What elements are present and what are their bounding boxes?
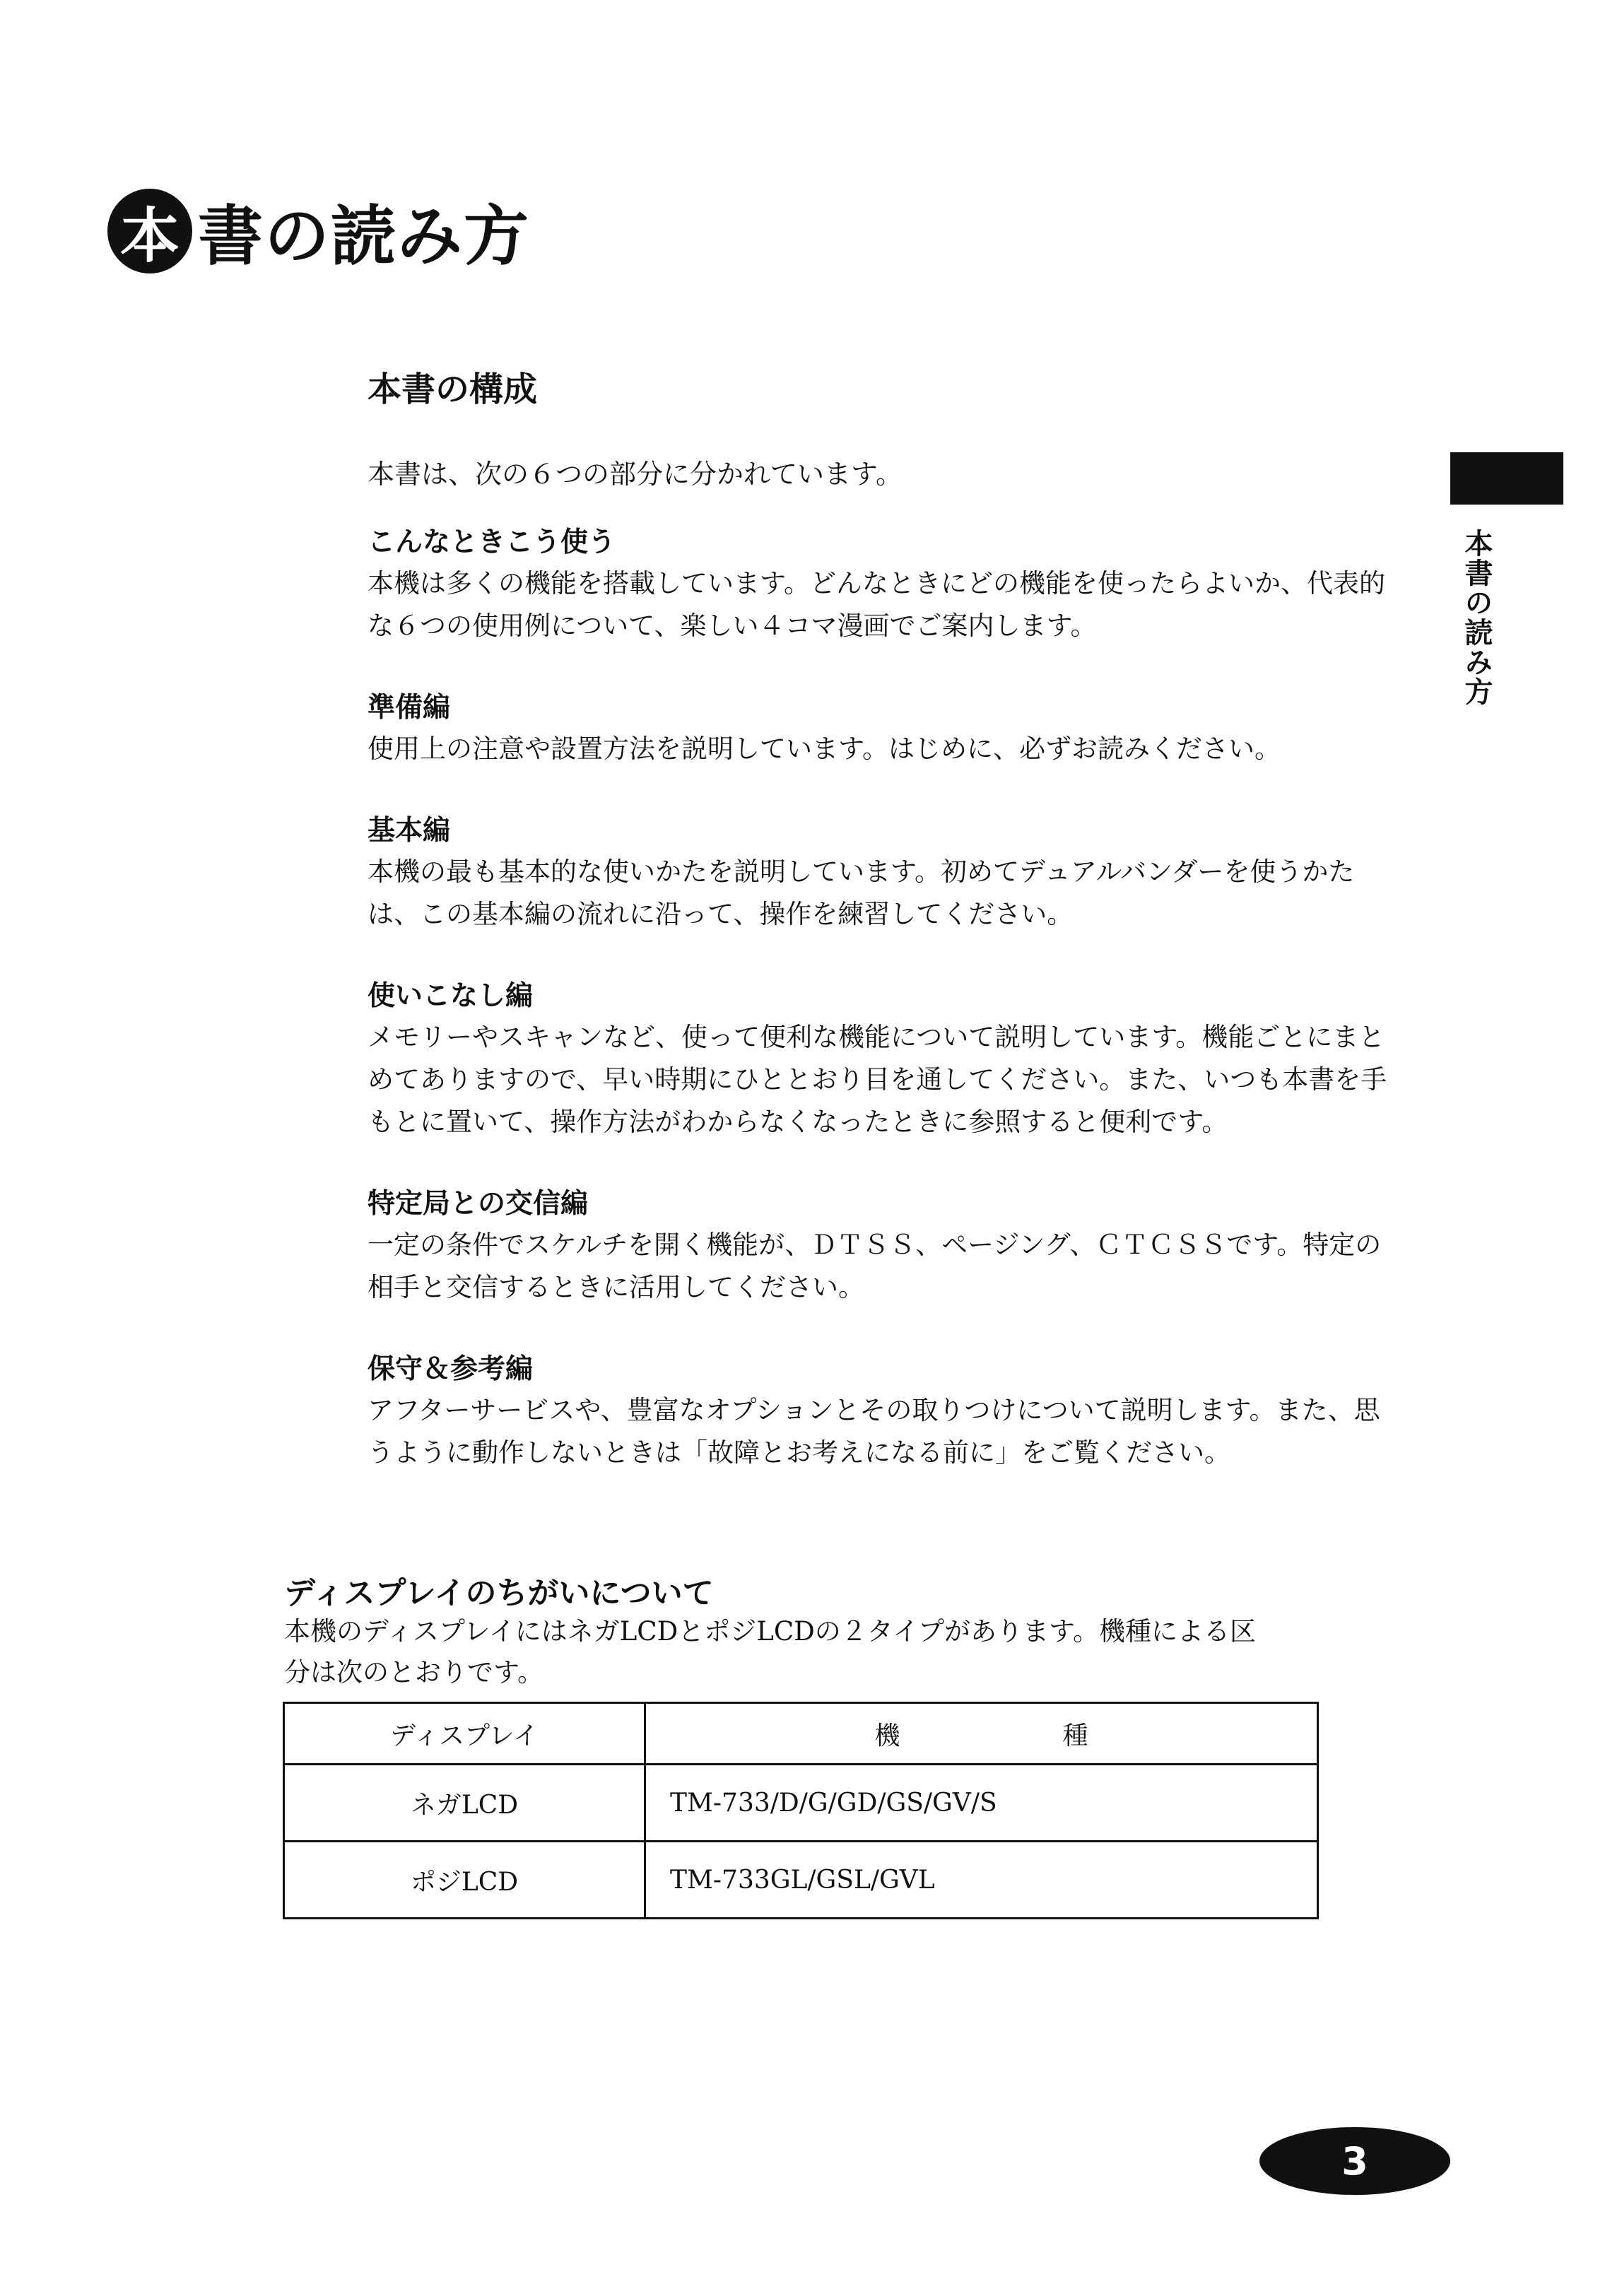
side-tab-label: 本書の読み方	[1460, 529, 1493, 707]
part-line: メモリーやスキャンなど、使って便利な機能について説明しています。機能ごとにまと	[368, 1022, 1385, 1052]
title-text: 書の読み方	[198, 199, 531, 274]
display-type-cell: ポジLCD	[284, 1842, 645, 1919]
display-line: 分は次のとおりです。	[284, 1657, 544, 1688]
part-description	[368, 1389, 1428, 1474]
part-line: 使用上の注意や設置方法を説明しています。はじめに、必ずお読みください。	[368, 734, 1281, 764]
part-description	[368, 728, 1428, 770]
part-item	[368, 1184, 1428, 1309]
part-description	[368, 1224, 1428, 1309]
part-line: 本機は多くの機能を搭載しています。どんなときにどの機能を使ったらよいか、代表的	[368, 568, 1386, 599]
model-cell: TM-733/D/G/GD/GS/GV/S	[645, 1765, 1318, 1842]
header-model-label: 機種	[874, 1721, 1251, 1750]
part-line: もとに置いて、操作方法がわからなくなったときに参照すると便利です。	[368, 1107, 1228, 1137]
page-number: 3	[1259, 2127, 1450, 2195]
header-model	[645, 1703, 1318, 1765]
structure-heading: 本書の構成	[368, 370, 538, 409]
part-line: うように動作しないときは「故障とお考えになる前に」をご覧ください。	[368, 1437, 1230, 1468]
table-row	[284, 1765, 1318, 1842]
part-title: 保守＆参考編	[368, 1353, 534, 1385]
structure-intro: 本書は、次の６つの部分に分かれています。	[368, 459, 903, 490]
part-line: 本機の最も基本的な使いかたを説明しています。初めてデュアルバンダーを使うかた	[368, 856, 1355, 887]
part-description	[368, 1016, 1428, 1143]
part-item	[368, 811, 1428, 936]
display-line: 本機のディスプレイにはネガLCDとポジLCDの２タイプがあります。機種による区	[284, 1616, 1256, 1647]
display-description	[284, 1611, 1330, 1693]
part-title: 基本編	[368, 815, 451, 847]
part-title: こんなときこう使う	[368, 526, 616, 558]
part-item	[368, 977, 1428, 1143]
part-line: は、この基本編の流れに沿って、操作を練習してください。	[368, 899, 1074, 929]
model-cell: TM-733GL/GSL/GVL	[645, 1842, 1318, 1919]
side-tab-marker	[1450, 452, 1563, 505]
header-display	[284, 1703, 645, 1765]
parts-list	[368, 523, 1428, 1515]
part-item	[368, 1350, 1428, 1474]
part-title: 準備編	[368, 692, 451, 724]
table-row	[284, 1842, 1318, 1919]
part-title: 使いこなし編	[368, 980, 534, 1012]
part-line: 相手と交信するときに活用してください。	[368, 1272, 864, 1302]
part-description	[368, 563, 1428, 647]
display-heading: ディスプレイのちがいについて	[284, 1575, 714, 1611]
display-table	[283, 1702, 1319, 1919]
table-header-row	[284, 1703, 1318, 1765]
part-line: 一定の条件でスケルチを開く機能が、ＤＴＳＳ、ページング、ＣＴＣＳＳです。特定の	[368, 1230, 1382, 1260]
part-line: な６つの使用例について、楽しい４コマ漫画でご案内します。	[368, 611, 1097, 641]
part-item	[368, 688, 1428, 770]
title-badge: 本	[107, 189, 192, 273]
part-title: 特定局との交信編	[368, 1188, 589, 1220]
part-line: アフターサービスや、豊富なオプションとその取りつけについて説明します。また、思	[368, 1395, 1380, 1425]
part-line: めてありますので、早い時期にひととおり目を通してください。また、いつも本書を手	[368, 1064, 1387, 1095]
display-type-cell: ネガLCD	[284, 1765, 645, 1842]
header-display-label: ディスプレイ	[390, 1721, 539, 1750]
part-item	[368, 523, 1428, 647]
page-title	[107, 185, 530, 277]
part-description	[368, 851, 1428, 936]
